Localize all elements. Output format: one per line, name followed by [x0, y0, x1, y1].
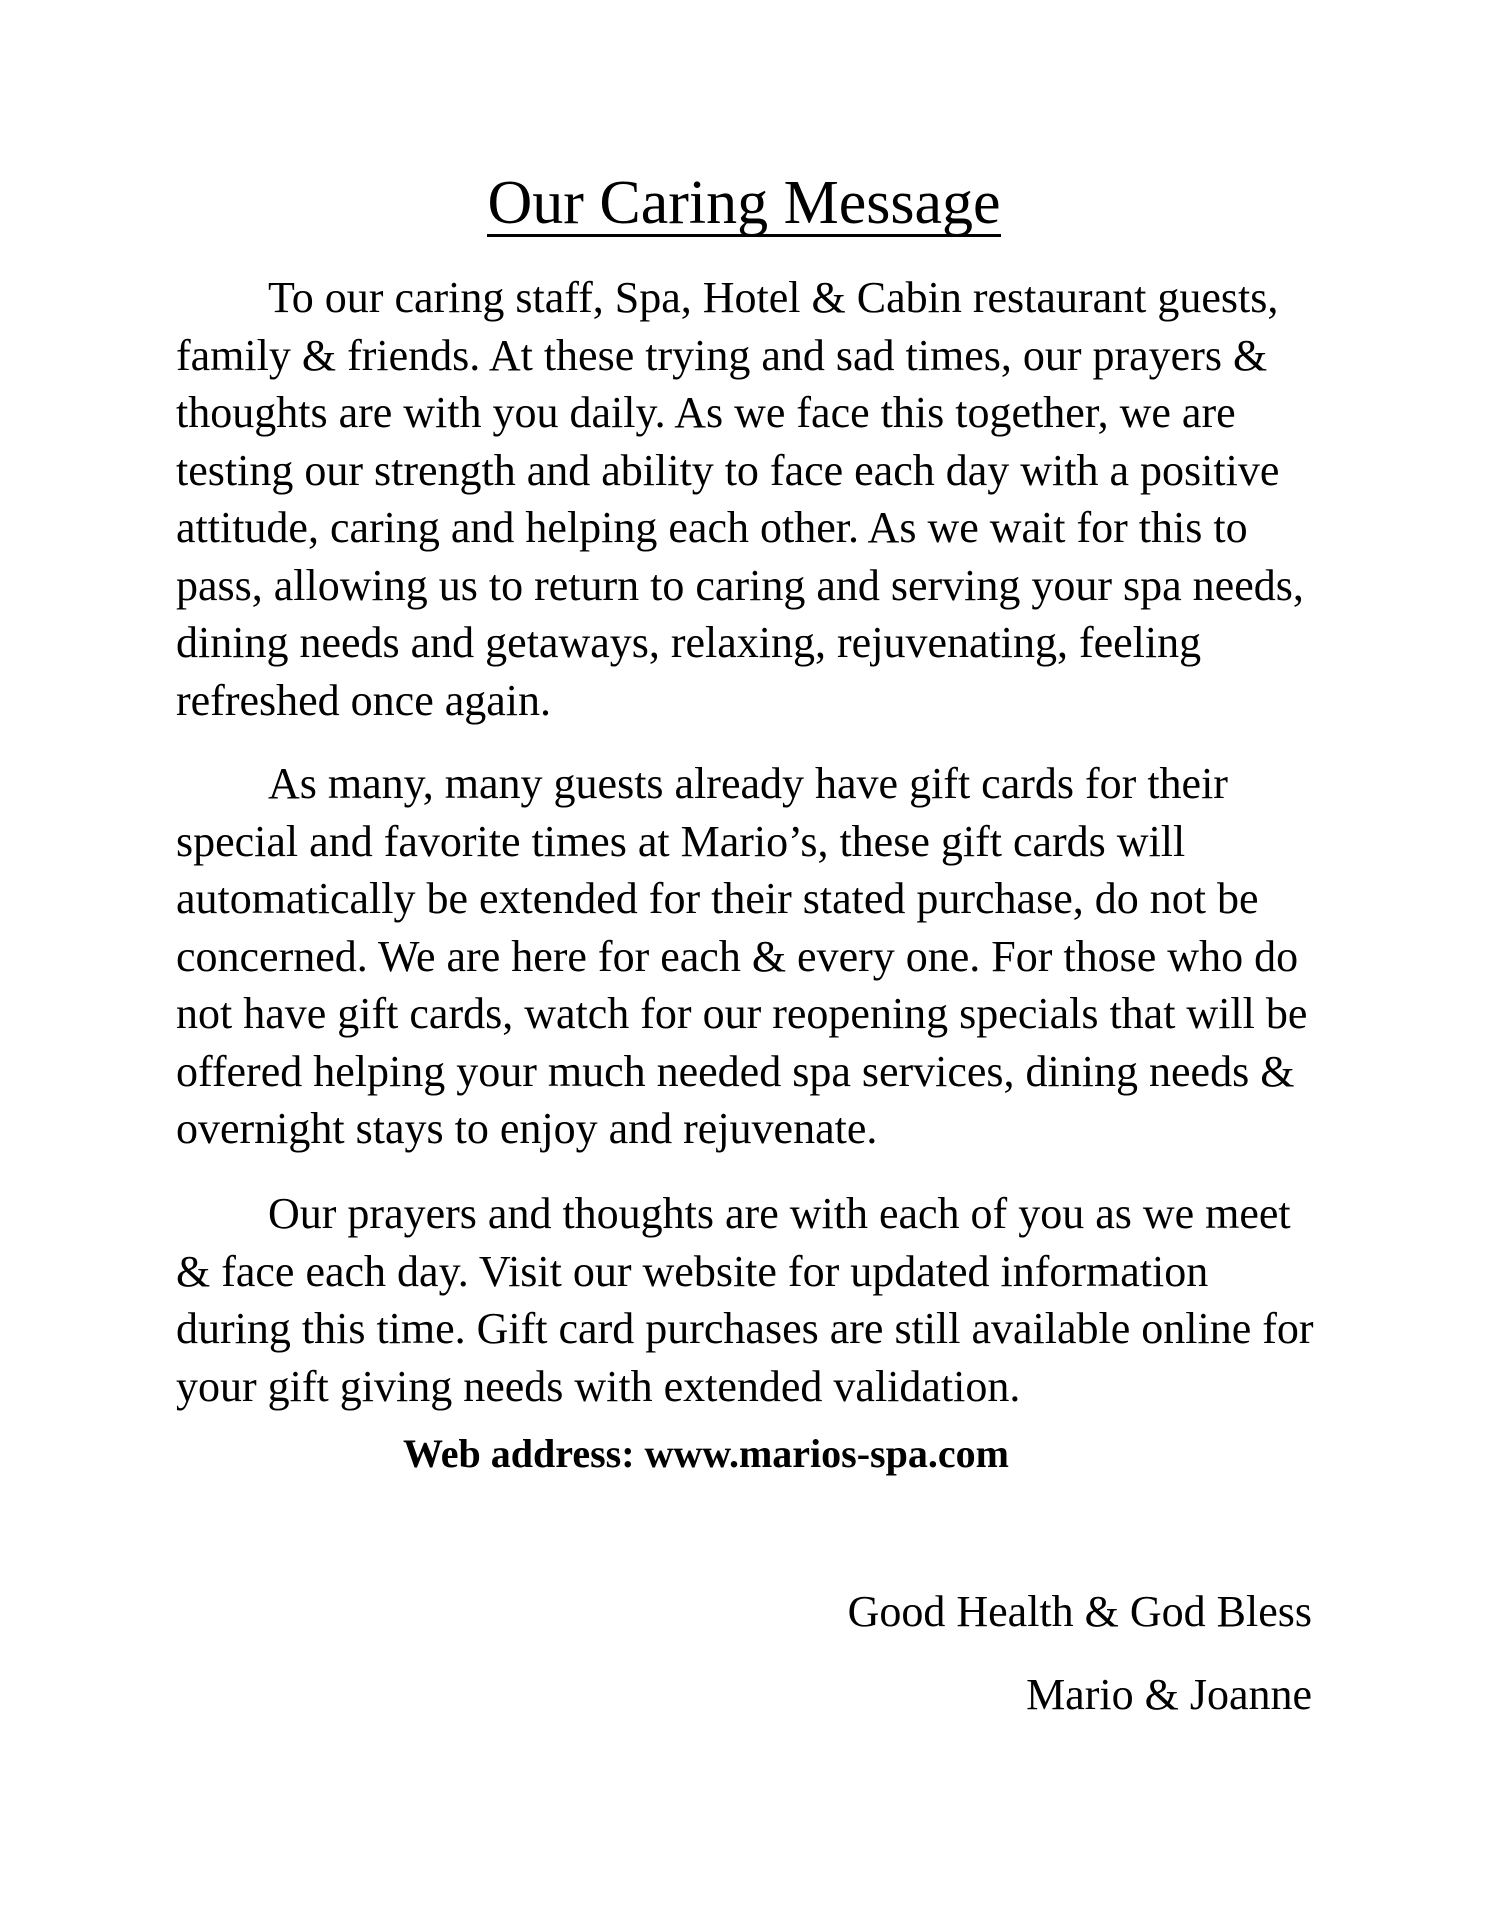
page-title — [0, 168, 1488, 238]
paragraph-line: overnight stays to enjoy and rejuvenate. — [176, 1104, 878, 1153]
paragraph-line: not have gift cards, watch for our reopening specials that will be — [176, 989, 1308, 1038]
paragraph-2 — [176, 755, 1336, 1158]
page-title-text: Our Caring Message — [487, 169, 1001, 237]
paragraph-line: thoughts are with you daily. As we face this together, we are — [176, 388, 1236, 437]
closing-line: Good Health & God Bless — [847, 1587, 1312, 1636]
paragraph-1 — [176, 269, 1336, 729]
paragraph-line: dining needs and getaways, relaxing, rejuvenating, feeling — [176, 618, 1202, 667]
paragraph-line: special and favorite times at Mario’s, these gift cards will — [176, 816, 1186, 866]
paragraph-3 — [176, 1185, 1336, 1415]
paragraph-line: concerned. We are here for each & every one. For those who do — [176, 931, 1299, 981]
paragraph-line: As many, many guests already have gift cards for their — [268, 759, 1228, 808]
paragraph-line: Our prayers and thoughts are with each of you as we meet — [268, 1189, 1291, 1238]
paragraph-line: automatically be extended for their stated purchase, do not be — [176, 874, 1259, 923]
signature: Mario & Joanne — [1026, 1670, 1312, 1719]
paragraph-line: pass, allowing us to return to caring and serving your spa needs, — [176, 560, 1304, 610]
paragraph-line: refreshed once again. — [176, 675, 552, 725]
paragraph-line: testing our strength and ability to face each day with a positive — [176, 445, 1280, 495]
paragraph-line: & face each day. Visit our website for updated information — [176, 1246, 1209, 1296]
web-address: Web address: www.marios-spa.com — [403, 1431, 1009, 1476]
paragraph-line: offered helping your much needed spa services, dining needs & — [176, 1046, 1295, 1096]
paragraph-line: your gift giving needs with extended validation. — [176, 1361, 1021, 1411]
paragraph-line: attitude, caring and helping each other. As we wait for this to — [176, 503, 1248, 552]
paragraph-line: during this time. Gift card purchases are still available online for — [176, 1304, 1314, 1353]
paragraph-line: To our caring staff, Spa, Hotel & Cabin restaurant guests, — [268, 273, 1279, 322]
paragraph-line: family & friends. At these trying and sad times, our prayers & — [176, 330, 1268, 380]
